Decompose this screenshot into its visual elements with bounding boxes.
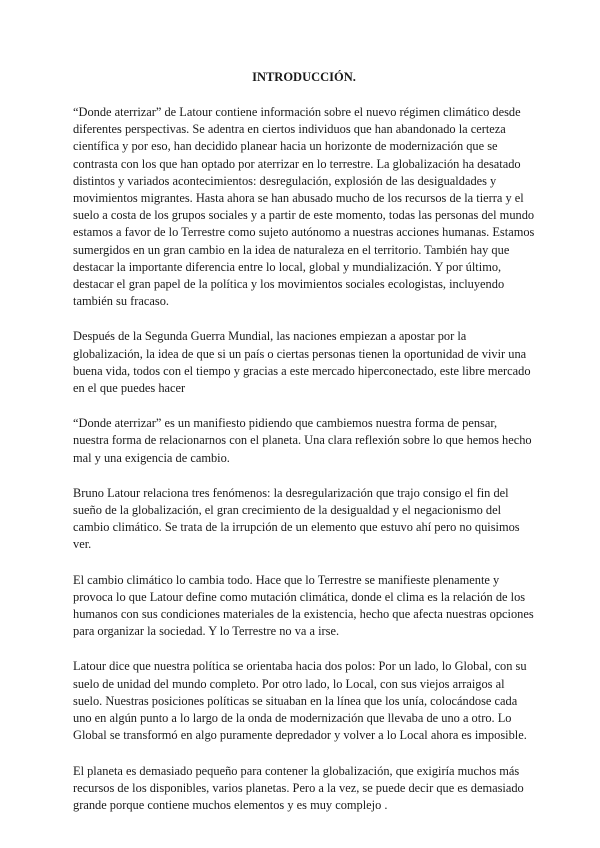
paragraph-globalization: Después de la Segunda Guerra Mundial, las naciones empiezan a apostar por la globalización, la idea de que si un país o ciertas personas tienen la oportunidad de vivir una buena vida, todos con el tiempo y gracias a este mercado hiperconectado, este libre mercado en el que puedes hacer [73, 329, 531, 396]
paragraph-planet: El planeta es demasiado pequeño para contener la globalización, que exigiría muchos más recursos de los disponibles, varios planetas. Pero a la vez, se puede decir que es demasiado grande porque contiene muchos elementos y es muy complejo . [73, 763, 524, 812]
paragraph-climate-change: El cambio climático lo cambia todo. Hace que lo Terrestre se manifieste plenamente y provoca lo que Latour define como mutación climática, donde el clima es la relación de los humanos con sus condiciones materiales de la existencia, hecho que afecta nuestras opciones para organizar la sociedad. Y lo Terrestre no va a irse. [73, 572, 534, 639]
paragraph-three-phenomena: Bruno Latour relaciona tres fenómenos: la desregularización que trajo consigo el fin del sueño de la globalización, el gran crecimiento de la desigualdad y el negacionismo del cambio climático. Se trata de la irrupción de un elemento que estuvo ahí pero no quisimos ver. [73, 485, 520, 552]
paragraph-manifesto: “Donde aterrizar” es un manifiesto pidiendo que cambiemos nuestra forma de pensar, nuestra forma de relacionarnos con el planeta. Una clara reflexión sobre lo que hemos hecho mal y una exigencia de cambio. [73, 416, 532, 465]
document-title: INTRODUCCIÓN. [252, 70, 356, 84]
paragraph-global-local: Latour dice que nuestra política se orientaba hacia dos polos: Por un lado, lo Global, con su suelo de unidad del mundo completo. Por otro lado, lo Local, con sus viejos arraigos al suelo. Nuestras posiciones políticas se situaban en la línea que los unía, colocándose cada uno en algún punto a lo largo de la onda de modernización que llevaba de uno a otro. Lo Global se transformó en algo puramente depredador y volver a lo Local ahora es imposible. [73, 659, 527, 743]
document-page [73, 69, 535, 832]
paragraph-intro: “Donde aterrizar” de Latour contiene información sobre el nuevo régimen climático desde diferentes perspectivas. Se adentra en ciertos individuos que han abandonado la certeza científica y por eso, han decidido planear hacia un horizonte de modernización que se contrasta con los que han optado por aterrizar en lo terrestre. La globalización ha desatado distintos y variados acontecimientos: desregulación, explosión de las desigualdades y movimientos migrantes. Hasta ahora se han abusado mucho de los recursos de la tierra y el suelo a costa de los grupos sociales y a partir de este momento, todas las personas del mundo estamos a favor de lo Terrestre como sujeto autónomo a nuestras acciones humanas. Estamos sumergidos en un gran cambio en la idea de naturaleza en el territorio. También hay que destacar la importante diferencia entre lo local, global y mundialización. Y por último, destacar el gran papel de la política y los movimientos sociales ecologistas, incluyendo también su fracaso. [73, 105, 535, 309]
